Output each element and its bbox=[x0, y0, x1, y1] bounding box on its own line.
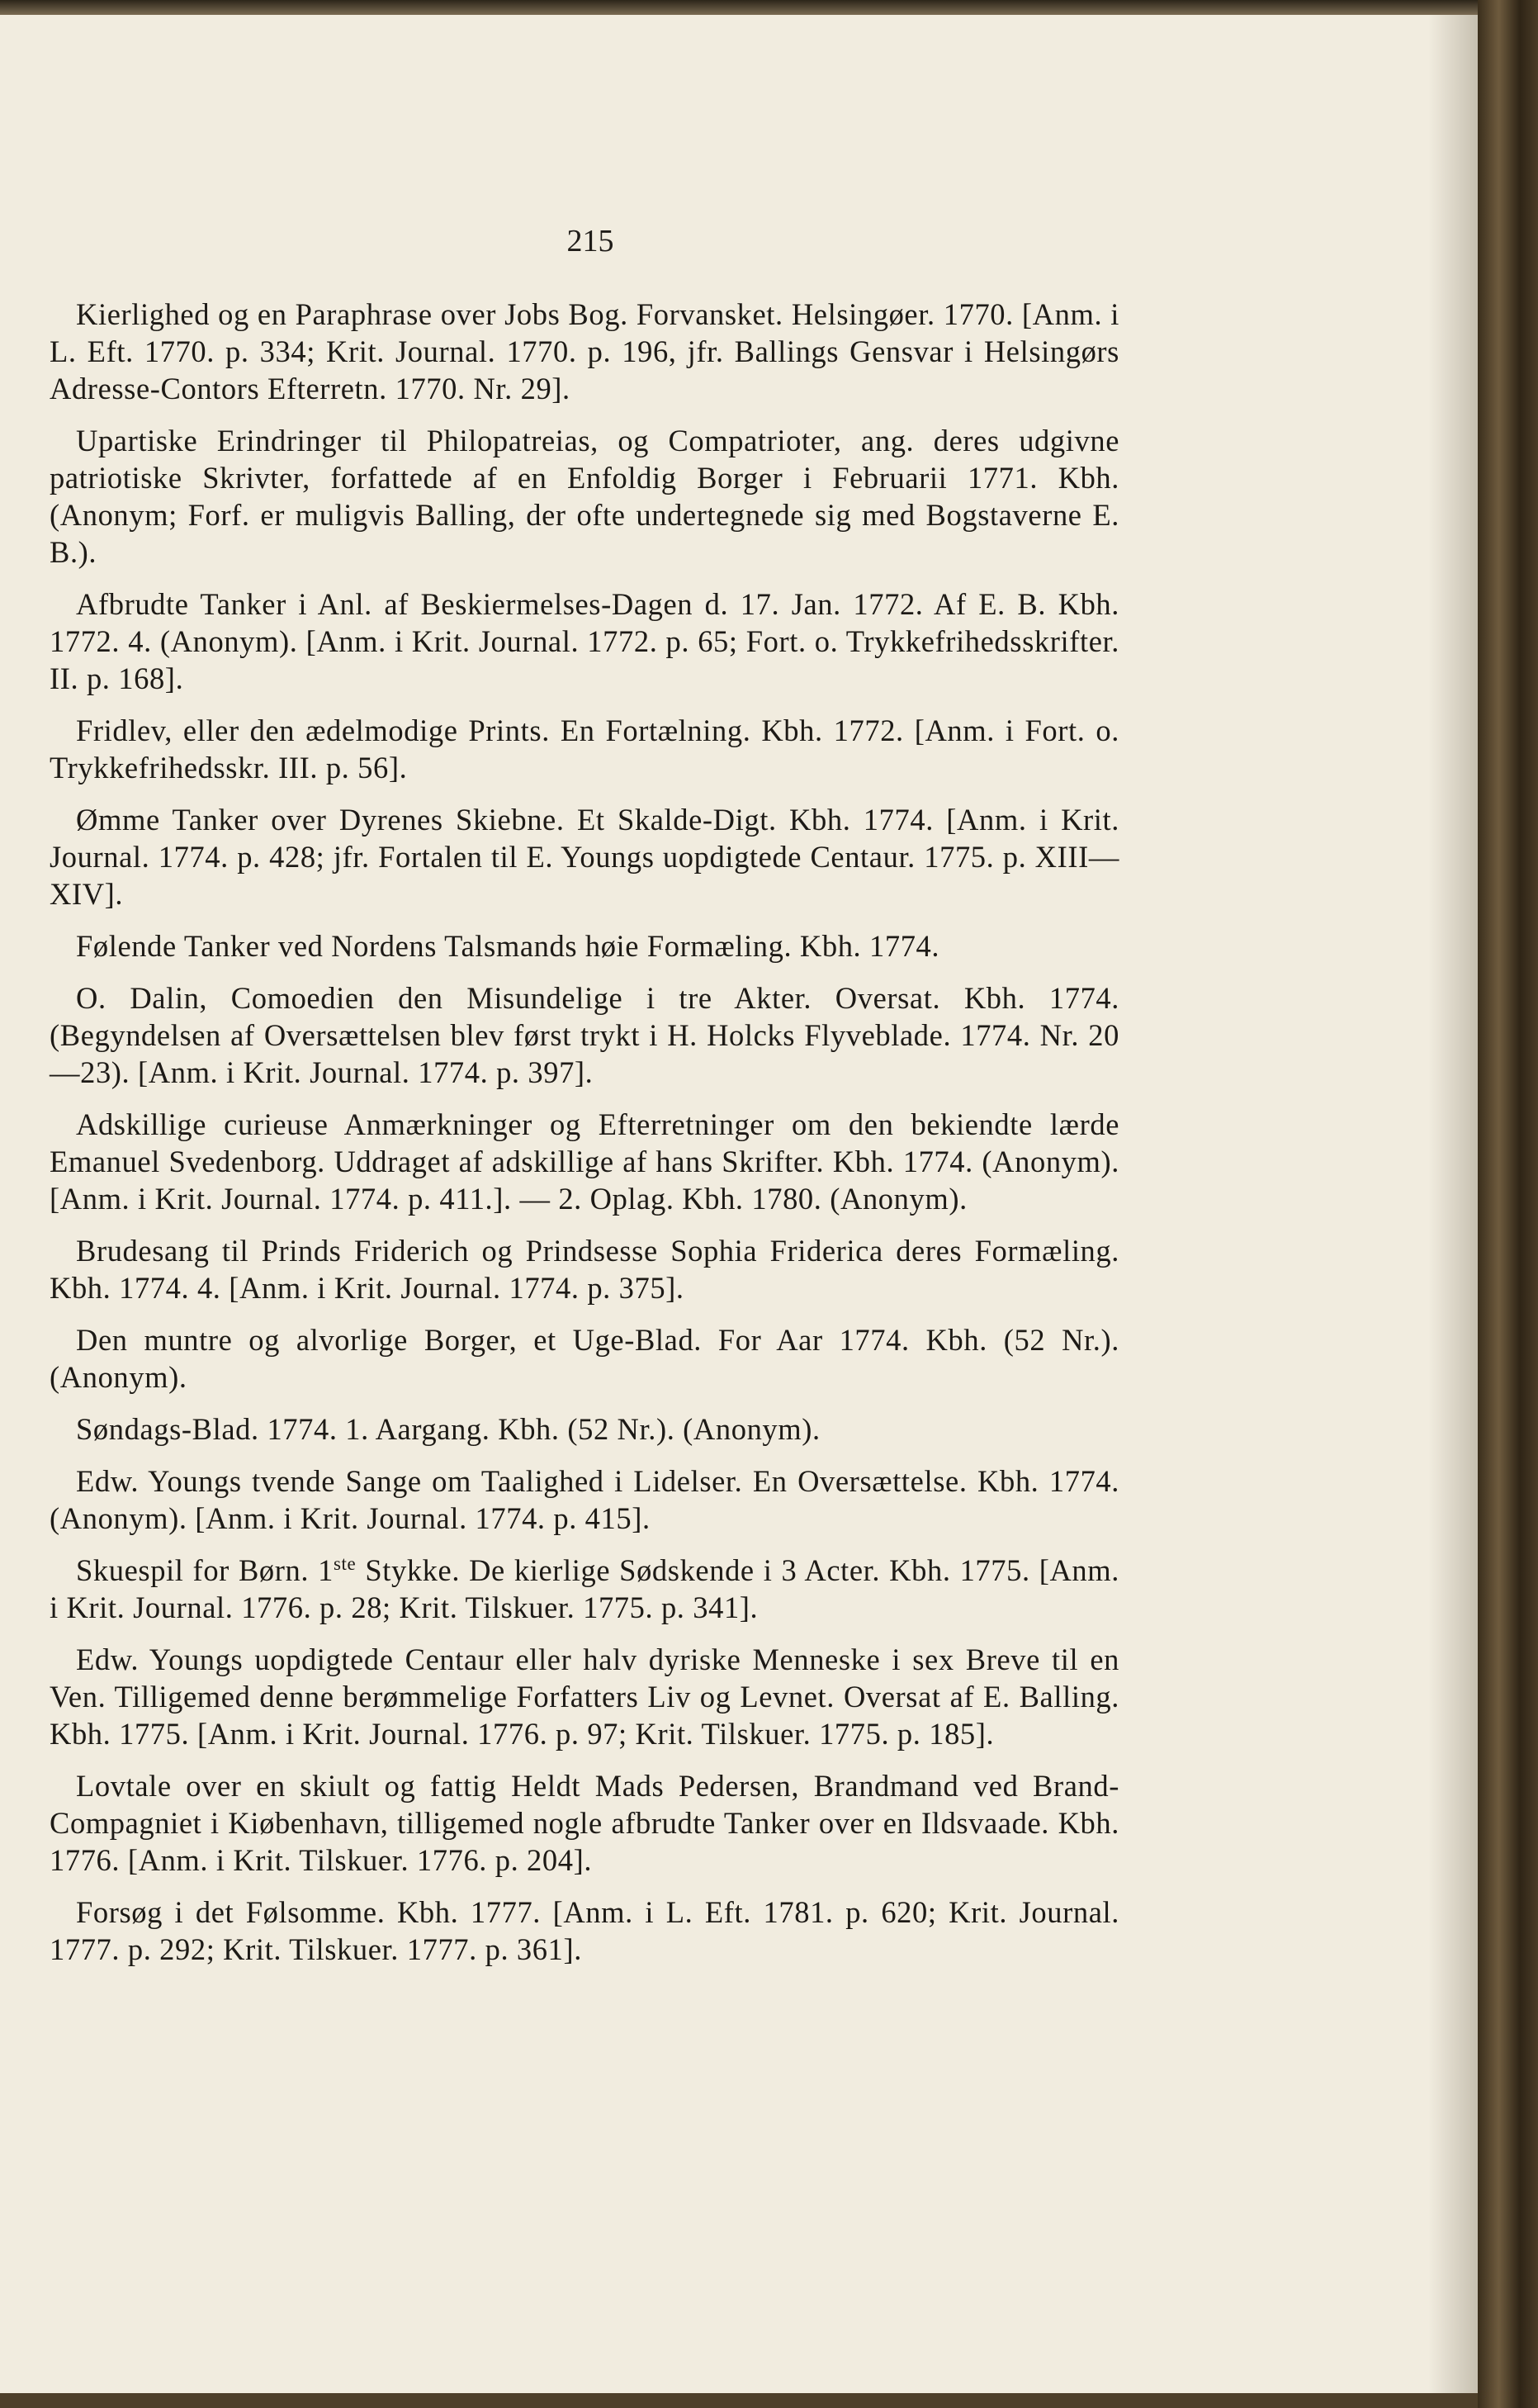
bibliography-entry: Lovtale over en skiult og fattig Heldt Mads Pedersen, Brandmand ved Brand-Compagniet i Kiøbenhavn, tilligemed nogle afbrudte Tanker over en Ildsvaade. Kbh. 1776. [Anm. i Krit. Tilskuer. 1776. p. 204]. bbox=[50, 1769, 1119, 1877]
page-top-edge bbox=[0, 0, 1478, 15]
ordinal-superscript: ste bbox=[333, 1552, 357, 1574]
bibliography-entry: Edw. Youngs uopdigtede Centaur eller halv dyriske Menneske i sex Breve til en Ven. Tilligemed denne berømmelige Forfatters Liv og Levnet. Oversat af E. Balling. Kbh. 1775. [Anm. i Krit. Journal. 1776. p. 97; Krit. Tilskuer. 1775. p. 185]. bbox=[50, 1642, 1119, 1751]
bibliography-entry: Afbrudte Tanker i Anl. af Beskiermelses-Dagen d. 17. Jan. 1772. Af E. B. Kbh. 1772. 4. (Anonym). [Anm. i Krit. Journal. 1772. p. 65; Fort. o. Trykkefrihedsskrifter. II. p. 168]. bbox=[50, 587, 1119, 695]
bibliography-entry: Den muntre og alvorlige Borger, et Uge-Blad. For Aar 1774. Kbh. (52 Nr.). (Anonym). bbox=[50, 1323, 1119, 1394]
bibliography-entry: Ømme Tanker over Dyrenes Skiebne. Et Skalde-Digt. Kbh. 1774. [Anm. i Krit. Journal. 1774. p. 428; jfr. Fortalen til E. Youngs uopdigtede Centaur. 1775. p. XIII—XIV]. bbox=[50, 803, 1119, 911]
bibliography-entry: Upartiske Erindringer til Philopatreias, og Compatrioter, ang. deres udgivne patriotiske Skrivter, forfattede af en Enfoldig Borger i Februarii 1771. Kbh. (Anonym; Forf. er muligvis Balling, der ofte undertegnede sig med Bogstaverne E. B.). bbox=[50, 424, 1119, 569]
bibliography-entry: Edw. Youngs tvende Sange om Taalighed i Lidelser. En Oversættelse. Kbh. 1774. (Anonym). [Anm. i Krit. Journal. 1774. p. 415]. bbox=[50, 1464, 1119, 1535]
bibliography-entry bbox=[50, 1552, 1119, 1626]
book-spine bbox=[1478, 0, 1538, 2408]
entry-text-start: Skuespil for Børn. 1 bbox=[76, 1553, 334, 1587]
page-number: 215 bbox=[566, 224, 614, 258]
bibliography-entry: Følende Tanker ved Nordens Talsmands høie Formæling. Kbh. 1774. bbox=[76, 929, 940, 963]
page-gutter-shadow bbox=[1428, 15, 1478, 2393]
bibliography-entry: Brudesang til Prinds Friderich og Prindsesse Sophia Friderica deres Formæling. Kbh. 1774. 4. [Anm. i Krit. Journal. 1774. p. 375]. bbox=[50, 1234, 1119, 1305]
page-sheet bbox=[0, 15, 1478, 2393]
bibliography-entry: Søndags-Blad. 1774. 1. Aargang. Kbh. (52 Nr.). (Anonym). bbox=[76, 1412, 821, 1446]
bibliography-entry: Kierlighed og en Paraphrase over Jobs Bog. Forvansket. Helsingøer. 1770. [Anm. i L. Eft. 1770. p. 334; Krit. Journal. 1770. p. 196, jfr. Ballings Gensvar i Helsingørs Adresse-Contors Efterretn. 1770. Nr. 29]. bbox=[50, 297, 1119, 405]
bibliography-entry: Forsøg i det Følsomme. Kbh. 1777. [Anm. i L. Eft. 1781. p. 620; Krit. Journal. 1777. p. 292; Krit. Tilskuer. 1777. p. 361]. bbox=[50, 1895, 1119, 1966]
bibliography-entry: Adskillige curieuse Anmærkninger og Efterretninger om den bekiendte lærde Emanuel Svedenborg. Uddraget af adskillige af hans Skrifter. Kbh. 1774. (Anonym). [Anm. i Krit. Journal. 1774. p. 411.]. — 2. Oplag. Kbh. 1780. (Anonym). bbox=[50, 1107, 1119, 1216]
bibliography-entry: Fridlev, eller den ædelmodige Prints. En Fortælning. Kbh. 1772. [Anm. i Fort. o. Trykkefrihedsskr. III. p. 56]. bbox=[50, 713, 1119, 784]
bibliography-text bbox=[50, 296, 1119, 1983]
entry-text-end: Stykke. De kierlige Sødskende i 3 Acter. Kbh. 1775. [Anm. i Krit. Journal. 1776. p. 28; Krit. Tilskuer. 1775. p. 341]. bbox=[50, 1553, 1119, 1624]
bibliography-entry: O. Dalin, Comoedien den Misundelige i tre Akter. Oversat. Kbh. 1774. (Begyndelsen af Oversættelsen blev først trykt i H. Holcks Flyveblade. 1774. Nr. 20—23). [Anm. i Krit. Journal. 1774. p. 397]. bbox=[50, 981, 1119, 1089]
